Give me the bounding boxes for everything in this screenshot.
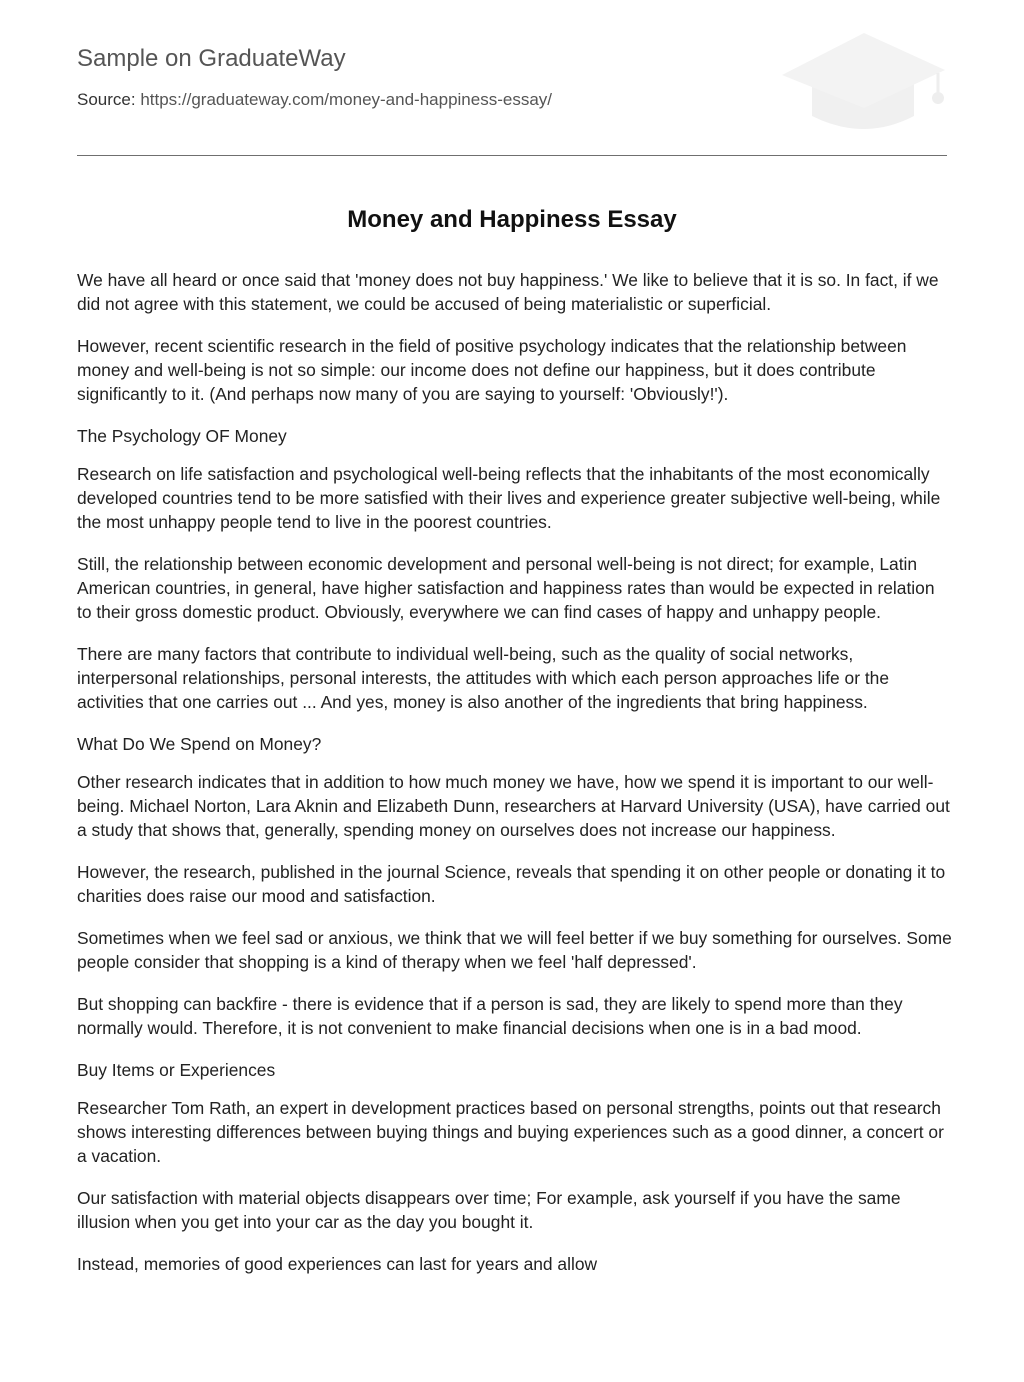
essay-paragraph: Research on life satisfaction and psychological well-being reflects that the inhabitants of the most economically developed countries tend to be more satisfied with their lives and experience greater subjective well-being, while the most unhappy people tend to live in the poorest countries. bbox=[77, 464, 941, 532]
section-heading: The Psychology OF Money bbox=[77, 426, 287, 446]
section-heading: What Do We Spend on Money? bbox=[77, 734, 322, 754]
essay-paragraph: We have all heard or once said that 'money does not buy happiness.' We like to believe that it is so. In fact, if we did not agree with this statement, we could be accused of being materialistic or superficial. bbox=[77, 270, 939, 314]
header-divider bbox=[77, 155, 947, 156]
essay-paragraph: Other research indicates that in addition to how much money we have, how we spend it is important to our well-being. Michael Norton, Lara Aknin and Elizabeth Dunn, researchers at Harvard University (USA), have carried out a study that shows that, generally, spending money on ourselves does not increase our happiness. bbox=[77, 772, 950, 840]
source-line bbox=[77, 89, 552, 111]
essay-paragraph: But shopping can backfire - there is evidence that if a person is sad, they are likely to spend more than they normally would. Therefore, it is not convenient to make financial decisions when one is in a bad mood. bbox=[77, 994, 903, 1038]
essay-paragraph: Still, the relationship between economic development and personal well-being is not direct; for example, Latin American countries, in general, have higher satisfaction and happiness rates than would be expected in relation to their gross domestic product. Obviously, everywhere we can find cases of happy and unhappy people. bbox=[77, 554, 935, 622]
source-link[interactable]: https://graduateway.com/money-and-happiness-essay/ bbox=[140, 90, 553, 109]
essay-body bbox=[77, 268, 952, 1294]
essay-title: Money and Happiness Essay bbox=[347, 206, 677, 233]
essay-paragraph: Our satisfaction with material objects disappears over time; For example, ask yourself if you have the same illusion when you get into your car as the day you bought it. bbox=[77, 1188, 901, 1232]
essay-paragraph: However, the research, published in the journal Science, reveals that spending it on other people or donating it to charities does raise our mood and satisfaction. bbox=[77, 862, 946, 906]
essay-paragraph: Sometimes when we feel sad or anxious, we think that we will feel better if we buy something for ourselves. Some people consider that shopping is a kind of therapy when we feel 'half depressed'. bbox=[77, 928, 952, 972]
page-header bbox=[77, 0, 947, 156]
source-label: Source: bbox=[77, 90, 136, 109]
essay-paragraph: However, recent scientific research in the field of positive psychology indicates that the relationship between money and well-being is not so simple: our income does not define our happiness, but it does contribute significantly to it. (And perhaps now many of you are saying to yourself: 'Obviously!'). bbox=[77, 336, 907, 404]
section-heading: Buy Items or Experiences bbox=[77, 1060, 276, 1080]
essay-paragraph: Instead, memories of good experiences can last for years and allow bbox=[77, 1254, 598, 1274]
graduation-cap-icon bbox=[780, 30, 948, 134]
essay-paragraph: There are many factors that contribute to individual well-being, such as the quality of social networks, interpersonal relationships, personal interests, the attitudes with which each person approaches life or the activities that one carries out ... And yes, money is also another of the ingredients that bring happiness. bbox=[77, 644, 890, 712]
site-name: Sample on GraduateWay bbox=[77, 45, 346, 72]
essay-paragraph: Researcher Tom Rath, an expert in development practices based on personal strengths, points out that research shows interesting differences between buying things and buying experiences such as a good dinner, a concert or a vacation. bbox=[77, 1098, 944, 1166]
